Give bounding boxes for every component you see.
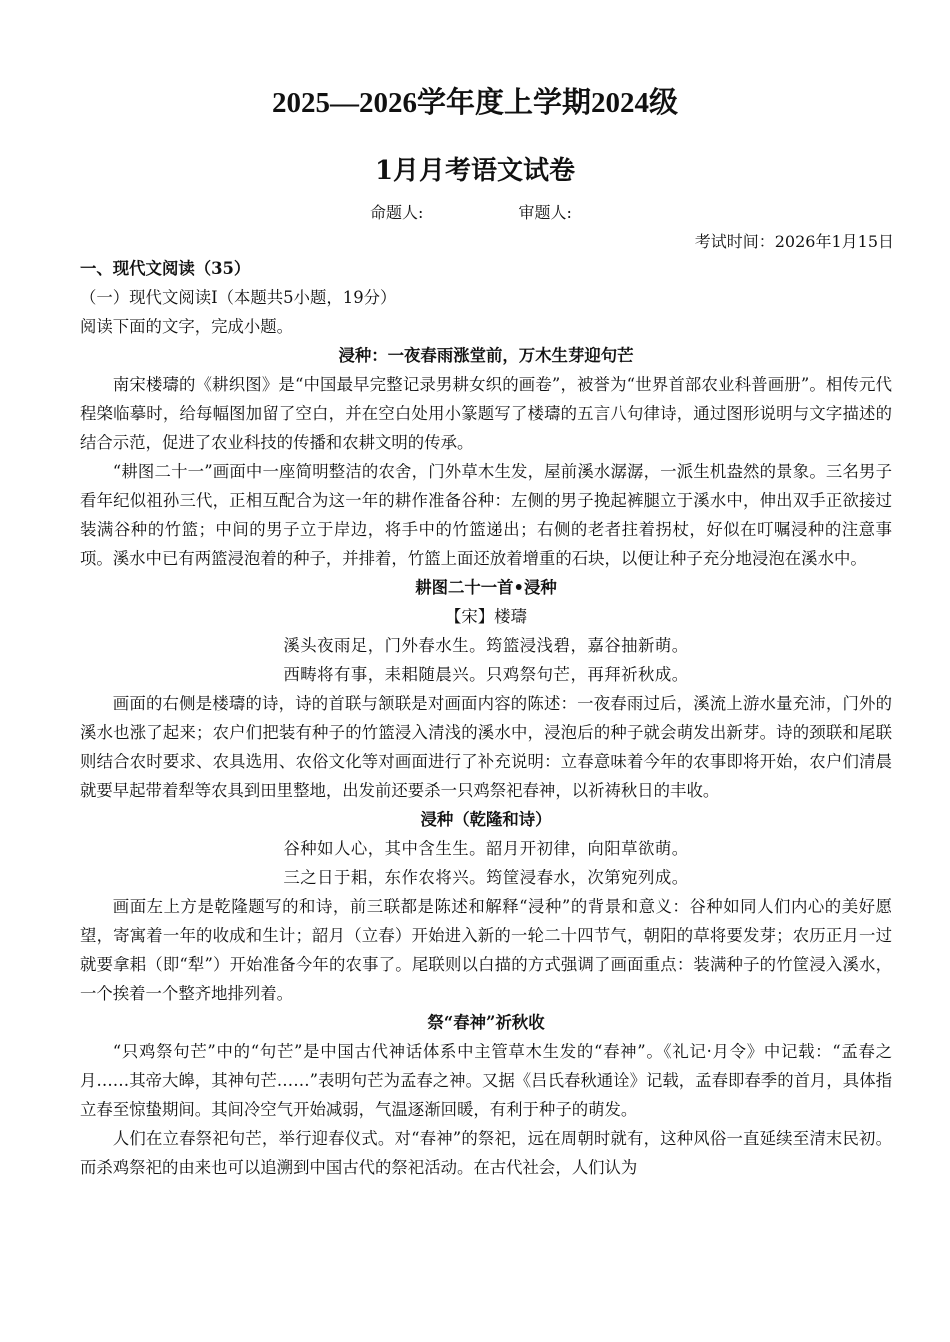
- article-paragraph: 人们在立春祭祀句芒，举行迎春仪式。对“春神”的祭祀，远在周朝时就有，这种风俗一直延续至清末民初。而杀鸡祭祀的由来也可以追溯到中国古代的祭祀活动。在古代社会，人们认为: [80, 1129, 892, 1177]
- article-title: 浸种：一夜春雨涨堂前，万木生芽迎句芒: [338, 346, 634, 365]
- article-paragraph: “只鸡祭句芒”中的“句芒”是中国古代神话体系中主管草木生发的“春神”。《礼记·月令》中记载：“孟春之月……其帝大皞，其神句芒……”表明句芒为孟春之神。又据《吕氏春秋通诠》记载，孟春即春季的首月，具体指立春至惊蛰期间。其间冷空气开始减弱，气温逐渐回暖，有利于种子的萌发。: [80, 1042, 892, 1119]
- reviewer-label: 审题人:: [518, 203, 572, 222]
- section-heading: 一、现代文阅读（35）: [80, 259, 251, 278]
- poem-title: 耕图二十一首•浸种: [415, 578, 557, 597]
- poem-line: 三之日于耜，东作农将兴。筠筐浸春水，次第宛列成。: [283, 868, 689, 887]
- exam-time: 考试时间：2026年1月15日: [694, 232, 894, 251]
- reading-content: [80, 254, 892, 1182]
- setter-label: 命题人:: [370, 203, 424, 222]
- exam-title-year: 2025—2026学年度上学期2024级: [271, 87, 678, 119]
- section-subheading: （一）现代文阅读I（本题共5小题，19分）: [80, 288, 397, 307]
- authors-line: [370, 200, 572, 223]
- poem-line: 谷种如人心，其中含生生。韶月开初律，向阳草欲萌。: [283, 839, 689, 858]
- poem-line: 西畴将有事，耒耜随晨兴。只鸡祭句芒，再拜祈秋成。: [283, 665, 689, 684]
- poem-title: 浸种（乾隆和诗）: [420, 810, 552, 829]
- article-paragraph: “耕图二十一”画面中一座简明整洁的农舍，门外草木生发，屋前溪水潺潺，一派生机盎然的景象。三名男子看年纪似祖孙三代，正相互配合为这一年的耕作准备谷种：左侧的男子挽起裤腿立于溪水中，伸出双手正欲接过装满谷种的竹篮；中间的男子立于岸边，将手中的竹篮递出；右侧的老者拄着拐杖，好似在叮嘱浸种的注意事项。溪水中已有两篮浸泡着的种子，并排着，竹篮上面还放着增重的石块，以便让种子充分地浸泡在溪水中。: [80, 462, 892, 568]
- instruction-text: 阅读下面的文字，完成小题。: [80, 317, 294, 336]
- article-paragraph: 画面的右侧是楼璹的诗，诗的首联与颔联是对画面内容的陈述：一夜春雨过后，溪流上游水量充沛，门外的溪水也涨了起来；农户们把装有种子的竹篮浸入清浅的溪水中，浸泡后的种子就会萌发出新芽。诗的颈联和尾联则结合农时要求、农具选用、农俗文化等对画面进行了补充说明：立春意味着今年的农事即将开始，农户们清晨就要早起带着犁等农具到田里整地，出发前还要杀一只鸡祭祀春神，以祈祷秋日的丰收。: [80, 694, 892, 800]
- article-subtitle: 祭“春神”祈秋收: [427, 1013, 545, 1032]
- exam-title-subject: 1月月考语文试卷: [374, 156, 576, 186]
- poem-line: 溪头夜雨足，门外春水生。筠篮浸浅碧，嘉谷抽新萌。: [283, 636, 689, 655]
- poem-author: 【宋】楼璹: [445, 607, 527, 626]
- article-paragraph: 南宋楼璹的《耕织图》是“中国最早完整记录男耕女织的画卷”，被誉为“世界首部农业科普画册”。相传元代程棨临摹时，给每幅图加留了空白，并在空白处用小篆题写了楼璹的五言八句律诗，通过图形说明与文字描述的结合示范，促进了农业科技的传播和农耕文明的传承。: [80, 375, 892, 452]
- article-paragraph: 画面左上方是乾隆题写的和诗，前三联都是陈述和解释“浸种”的背景和意义：谷种如同人们内心的美好愿望，寄寓着一年的收成和生计；韶月（立春）开始进入新的一轮二十四节气，朝阳的草将要发芽；农历正月一过就要拿耜（即“犁”）开始准备今年的农事了。尾联则以白描的方式强调了画面重点：装满种子的竹筐浸入溪水，一个挨着一个整齐地排列着。: [80, 897, 892, 1003]
